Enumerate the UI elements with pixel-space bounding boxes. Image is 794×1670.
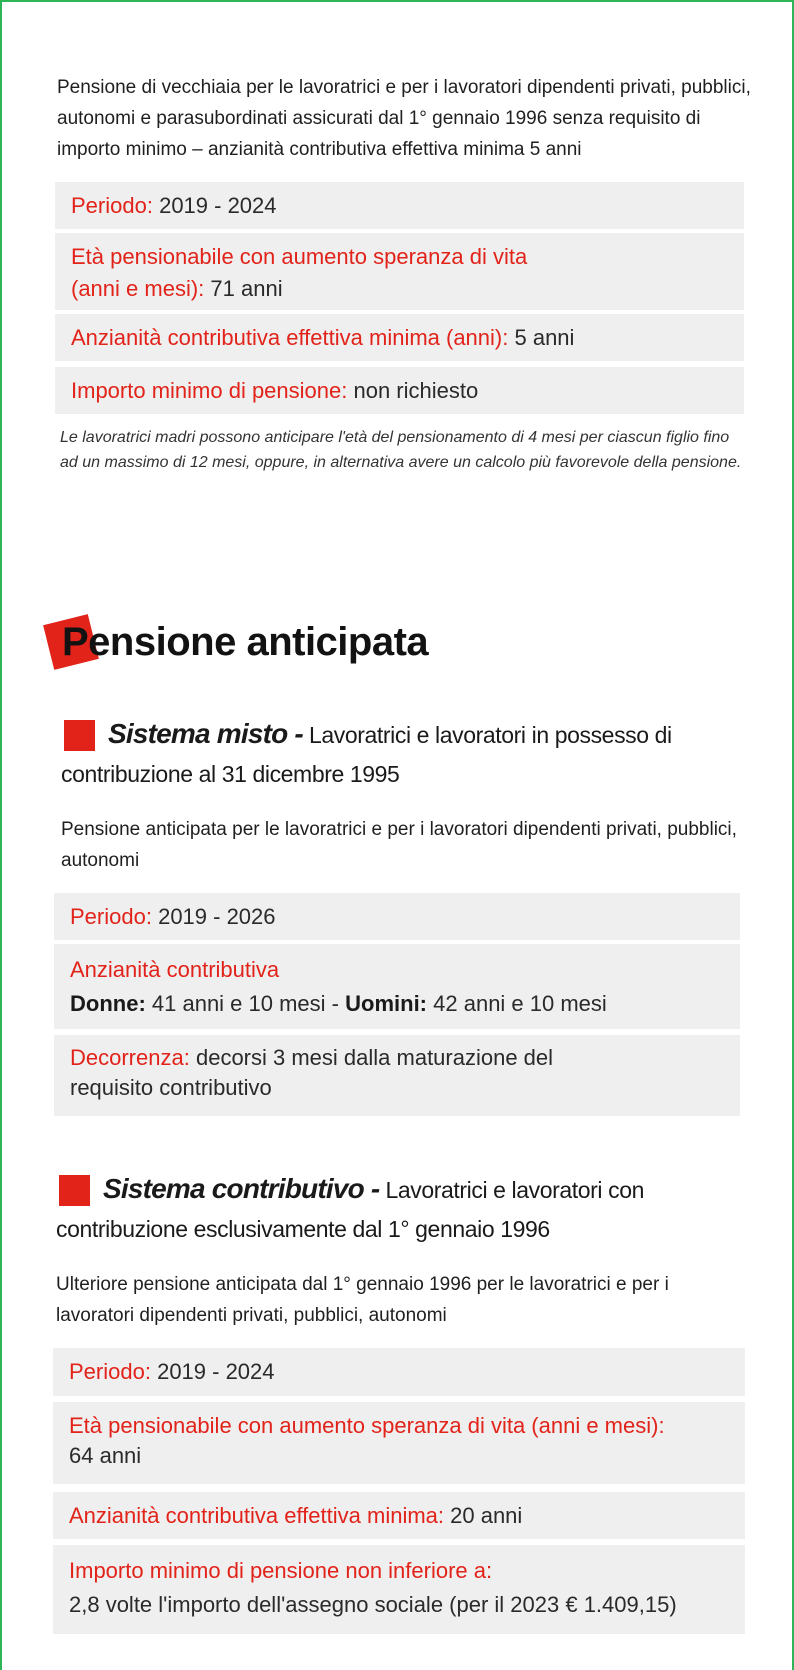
contributivo-periodo-label: Periodo: <box>69 1359 151 1384</box>
misto-periodo-label: Periodo: <box>70 904 152 929</box>
vecchiaia-intro: Pensione di vecchiaia per le lavoratrici e per i lavoratori dipendenti privati, pubblici, autonomi e parasubordinati assicurati dal 1° gennaio 1996 senza requisito di importo minimo – anzianità contributiva effettiva minima 5 anni <box>57 77 751 160</box>
misto-decorrenza-value: decorsi 3 mesi dalla maturazione del requisito contributivo <box>70 1045 554 1100</box>
contributivo-eta-label: Età pensionabile con aumento speranza di vita (anni e mesi): <box>69 1413 665 1438</box>
contributivo-periodo-value: 2019 - 2024 <box>157 1359 275 1384</box>
contributivo-eta-value: 64 anni <box>69 1443 142 1468</box>
misto-periodo-value: 2019 - 2026 <box>158 904 276 929</box>
misto-intro: Pensione anticipata per le lavoratrici e per i lavoratori dipendenti privati, pubblici, autonomi <box>61 819 737 871</box>
contributivo-importo-label: Importo minimo di pensione non inferiore a: <box>69 1558 493 1583</box>
misto-title <box>61 714 731 794</box>
vecchiaia-eta-value: 71 anni <box>210 276 283 301</box>
contributivo-importo-box <box>53 1545 745 1634</box>
misto-decorrenza-box <box>54 1035 740 1116</box>
vecchiaia-importo-box <box>55 367 744 414</box>
vecchiaia-periodo-label: Periodo: <box>71 193 153 218</box>
contributivo-periodo-box <box>53 1348 745 1396</box>
contributivo-importo-value: 2,8 volte l'importo dell'assegno sociale (per il 2023 € 1.409,15) <box>69 1592 677 1617</box>
contributivo-title-rest: Lavoratrici e lavoratori con contribuzione esclusivamente dal 1° gennaio 1996 <box>56 1177 644 1242</box>
vecchiaia-anzianita-box <box>55 314 744 361</box>
contributivo-intro: Ulteriore pensione anticipata dal 1° gennaio 1996 per le lavoratrici e per i lavoratori dipendenti privati, pubblici, autonomi <box>56 1274 669 1326</box>
contributivo-anzianita-label: Anzianità contributiva effettiva minima: <box>69 1503 444 1528</box>
misto-title-em: Sistema misto - <box>108 718 303 749</box>
vecchiaia-periodo-value: 2019 - 2024 <box>159 193 277 218</box>
section-heading: Pensione anticipata <box>62 620 429 664</box>
misto-decorrenza-label: Decorrenza: <box>70 1045 190 1070</box>
contributivo-title <box>56 1169 746 1249</box>
contributivo-title-em: Sistema contributivo - <box>103 1173 380 1204</box>
vecchiaia-eta-label-cont: (anni e mesi): <box>71 276 205 301</box>
contributivo-anzianita-value: 20 anni <box>450 1503 523 1528</box>
contributivo-anzianita-box <box>53 1492 745 1539</box>
contributivo-eta-box <box>53 1402 745 1484</box>
misto-title-rest: Lavoratrici e lavoratori in possesso di contribuzione al 31 dicembre 1995 <box>61 722 672 787</box>
vecchiaia-eta-box <box>55 233 744 310</box>
vecchiaia-importo-value: non richiesto <box>353 378 479 403</box>
vecchiaia-periodo-box <box>55 182 744 229</box>
misto-uomini-value: 42 anni e 10 mesi <box>433 991 607 1016</box>
misto-donne-label: Donne: <box>70 991 146 1016</box>
misto-anzianita-label: Anzianità contributiva <box>70 957 280 982</box>
vecchiaia-note: Le lavoratrici madri possono anticipare l'età del pensionamento di 4 mesi per ciascun figlio fino ad un massimo di 12 mesi, oppure, in alternativa avere un calcolo più favorevole della pensione. <box>60 429 742 471</box>
vecchiaia-importo-label: Importo minimo di pensione: <box>71 378 348 403</box>
misto-donne-value: 41 anni e 10 mesi - <box>151 991 339 1016</box>
vecchiaia-anzianita-value: 5 anni <box>514 325 575 350</box>
vecchiaia-anzianita-label: Anzianità contributiva effettiva minima (anni): <box>71 325 509 350</box>
misto-uomini-label: Uomini: <box>345 991 428 1016</box>
misto-periodo-box <box>54 893 740 940</box>
misto-anzianita-box <box>54 944 740 1029</box>
vecchiaia-eta-label: Età pensionabile con aumento speranza di vita <box>71 244 528 269</box>
